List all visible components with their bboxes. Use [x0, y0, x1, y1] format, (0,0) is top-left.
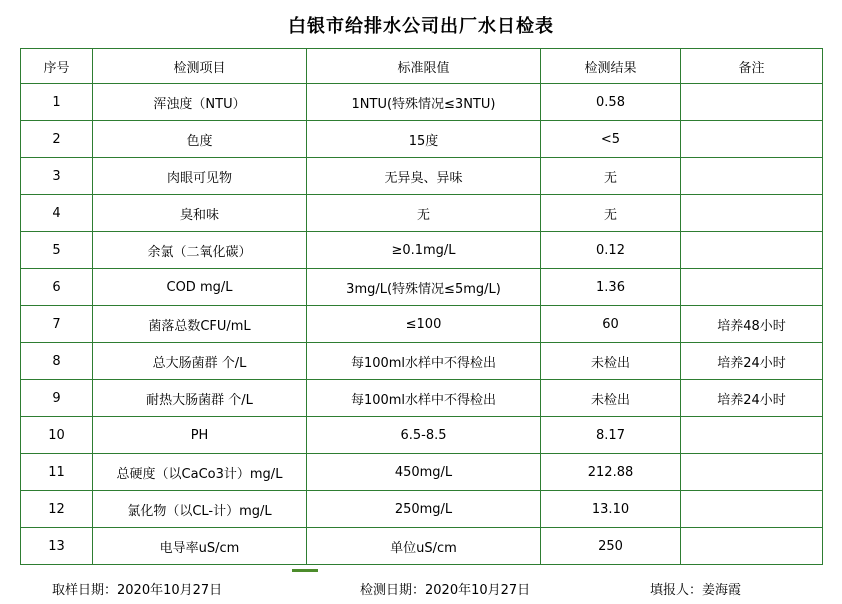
cell-limit: 3mg/L(特殊情况≤5mg/L): [307, 269, 541, 306]
table-row: [21, 306, 823, 343]
cell-limit: 1NTU(特殊情况≤3NTU): [307, 84, 541, 121]
cell-remark: [681, 417, 823, 454]
table-row: [21, 343, 823, 380]
cell-remark: 培养48小时: [681, 306, 823, 343]
cell-item: 菌落总数CFU/mL: [93, 306, 307, 343]
table-row: [21, 121, 823, 158]
cell-result: 未检出: [541, 380, 681, 417]
cell-item: 浑浊度（NTU）: [93, 84, 307, 121]
cell-remark: [681, 269, 823, 306]
cell-item: 氯化物（以CL-计）mg/L: [93, 491, 307, 528]
cell-no: 1: [21, 84, 93, 121]
reporter-label: 填报人：姜海霞: [650, 583, 742, 598]
footer-inner: [20, 575, 822, 601]
cell-item: 总硬度（以CaCo3计）mg/L: [93, 454, 307, 491]
table-row: [21, 454, 823, 491]
cell-result: 13.10: [541, 491, 681, 528]
cell-limit: 每100ml水样中不得检出: [307, 380, 541, 417]
cell-item: 色度: [93, 121, 307, 158]
table-row: [21, 195, 823, 232]
cell-remark: 培养24小时: [681, 343, 823, 380]
cell-result: 250: [541, 528, 681, 565]
table-row: [21, 491, 823, 528]
table-body: [21, 84, 823, 565]
cell-no: 10: [21, 417, 93, 454]
cell-remark: [681, 195, 823, 232]
cell-item: 耐热大肠菌群 个/L: [93, 380, 307, 417]
cell-limit: ≤100: [307, 306, 541, 343]
table-header: [21, 49, 823, 84]
cell-limit: 450mg/L: [307, 454, 541, 491]
cell-remark: [681, 454, 823, 491]
cell-no: 7: [21, 306, 93, 343]
cell-result: 212.88: [541, 454, 681, 491]
column-header-result: 检测结果: [541, 49, 681, 84]
cell-no: 2: [21, 121, 93, 158]
cell-result: 0.58: [541, 84, 681, 121]
cell-item: 臭和味: [93, 195, 307, 232]
table-header-row: [21, 49, 823, 84]
sample-date-label: 取样日期：2020年10月27日: [52, 583, 223, 598]
cell-item: COD mg/L: [93, 269, 307, 306]
cell-remark: 培养24小时: [681, 380, 823, 417]
cell-limit: 无: [307, 195, 541, 232]
cell-no: 8: [21, 343, 93, 380]
cell-result: 0.12: [541, 232, 681, 269]
cell-remark: [681, 158, 823, 195]
cell-result: 无: [541, 158, 681, 195]
table-row: [21, 84, 823, 121]
cell-item: 电导率uS/cm: [93, 528, 307, 565]
column-header-item: 检测项目: [93, 49, 307, 84]
page-title: 白银市给排水公司出厂水日检表: [288, 16, 554, 37]
cell-limit: 15度: [307, 121, 541, 158]
cell-result: 8.17: [541, 417, 681, 454]
cell-no: 12: [21, 491, 93, 528]
cell-no: 13: [21, 528, 93, 565]
cell-no: 11: [21, 454, 93, 491]
table-row: [21, 417, 823, 454]
cell-remark: [681, 84, 823, 121]
cell-no: 4: [21, 195, 93, 232]
column-header-remark: 备注: [681, 49, 823, 84]
column-header-limit: 标准限值: [307, 49, 541, 84]
cell-item: 肉眼可见物: [93, 158, 307, 195]
cell-limit: 6.5-8.5: [307, 417, 541, 454]
cell-result: <5: [541, 121, 681, 158]
table-row: [21, 158, 823, 195]
table-row: [21, 380, 823, 417]
column-header-no: 序号: [21, 49, 93, 84]
cell-limit: 无异臭、异味: [307, 158, 541, 195]
cell-result: 无: [541, 195, 681, 232]
cell-limit: 每100ml水样中不得检出: [307, 343, 541, 380]
table-row: [21, 269, 823, 306]
cell-result: 60: [541, 306, 681, 343]
test-date-label: 检测日期：2020年10月27日: [360, 583, 531, 598]
cell-no: 6: [21, 269, 93, 306]
table-row: [21, 528, 823, 565]
cell-limit: 250mg/L: [307, 491, 541, 528]
cell-no: 3: [21, 158, 93, 195]
cell-remark: [681, 491, 823, 528]
cell-limit: 单位uS/cm: [307, 528, 541, 565]
cell-no: 9: [21, 380, 93, 417]
green-underline-mark: [292, 569, 318, 572]
cell-remark: [681, 121, 823, 158]
report-table-container: [0, 48, 842, 565]
cell-result: 1.36: [541, 269, 681, 306]
cell-remark: [681, 528, 823, 565]
water-quality-table: [20, 48, 823, 565]
cell-limit: ≥0.1mg/L: [307, 232, 541, 269]
cell-no: 5: [21, 232, 93, 269]
cell-item: 余氯（二氧化碳）: [93, 232, 307, 269]
cell-remark: [681, 232, 823, 269]
cell-result: 未检出: [541, 343, 681, 380]
cell-item: PH: [93, 417, 307, 454]
table-row: [21, 232, 823, 269]
footer: [0, 575, 842, 601]
cell-item: 总大肠菌群 个/L: [93, 343, 307, 380]
